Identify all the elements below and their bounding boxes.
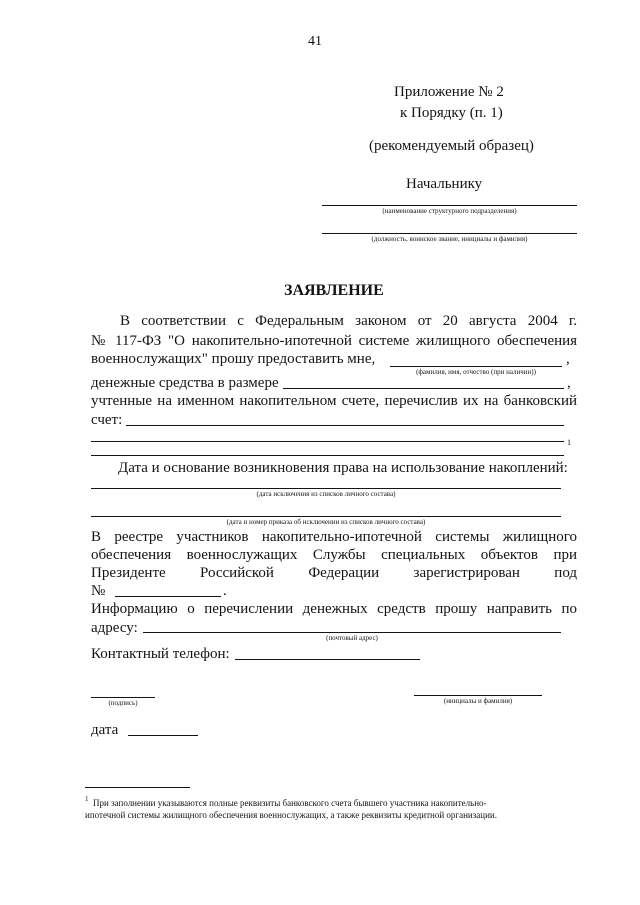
registry-number-label: № [91,583,106,599]
word: Российской [200,565,274,581]
word: при [553,547,578,563]
para1-line1 [120,312,577,330]
word: системе [358,333,410,349]
account-footnote-mark: 1 [567,438,571,447]
word: В [91,529,102,545]
position-caption: (должность, воинское звание, инициалы и фамилия) [371,235,528,243]
unit-name-line[interactable] [322,205,577,206]
page-number: 41 [308,34,322,49]
word: зарегистрирован [413,565,520,581]
word: по [561,601,578,617]
word: № [91,333,109,349]
address-label: адресу: [91,620,138,636]
word: перечислении [204,601,294,617]
word: Президенте [91,565,166,581]
order-number-caption: (дата и номер приказа об исключении из списков личного состава) [226,518,426,526]
word: "О [168,333,185,349]
word: 20 [442,313,458,329]
registry-line1 [91,528,577,546]
date-basis-label: Дата и основание возникновения права на использование накоплений: [118,460,568,476]
footnote-text-1: При заполнении указываются полные реквизиты банковского счета бывшего участника накопительно- [93,798,487,808]
word: обеспечения [496,333,578,349]
word: 2004 [527,313,558,329]
word: законом [355,313,407,329]
word: участников [176,529,249,545]
signature-line[interactable] [91,697,155,698]
word: на [157,393,172,409]
position-line[interactable] [322,233,577,234]
word: накопительно-ипотечной [261,529,422,545]
para1-line2 [91,332,577,350]
date-line[interactable] [128,735,198,736]
full-name-comma: , [566,351,570,367]
word: жилищного [416,333,491,349]
word: В [120,313,131,329]
appendix-label: Приложение № 2 [394,84,504,100]
word: прошу [435,601,478,617]
full-name-line[interactable] [390,366,562,367]
word: обеспечения [91,547,172,563]
word: учтенные [91,393,153,409]
word: августа [469,313,517,329]
registry-number-period: . [223,583,227,599]
funds-amount-line[interactable] [283,388,564,389]
order-number-line[interactable] [91,516,561,517]
word: денежных [302,601,368,617]
document-title: ЗАЯВЛЕНИЕ [284,282,384,299]
info-line [91,600,577,618]
account-line-b[interactable] [91,441,564,442]
word: средств [377,601,426,617]
phone-line[interactable] [235,659,420,660]
word: специальных [381,547,466,563]
word: системы [435,529,490,545]
word: на [483,393,499,409]
registry-number-line[interactable] [115,596,221,597]
word: счете, [341,393,380,409]
word: Информацию [91,601,178,617]
word: именном [177,393,235,409]
registry-line2 [91,546,577,564]
exclusion-date-caption: (дата исключения из списков личного состава) [256,490,396,498]
word: военнослужащих [186,547,298,563]
sample-note: (рекомендуемый образец) [369,138,534,154]
word: с [237,313,244,329]
registry-line3 [91,564,577,582]
signature-caption: (подпись) [108,699,138,707]
exclusion-date-line[interactable] [91,488,561,489]
word: реестре [114,529,164,545]
date-label: дата [91,722,119,738]
word: от [417,313,432,329]
word: о [187,601,195,617]
word: перечислив [384,393,458,409]
word: жилищного [502,529,578,545]
footnote-mark: 1 [85,795,89,803]
word: их [462,393,479,409]
account-line1 [91,392,577,410]
initials-line[interactable] [414,695,542,696]
word: направить [486,601,552,617]
para1-line3: военнослужащих" прошу предоставить мне, [91,351,376,367]
address-caption: (почтовый адрес) [326,634,378,642]
order-reference: к Порядку (п. 1) [400,105,503,121]
account-label: счет: [91,412,123,428]
word: Федерации [308,565,380,581]
word: 117-ФЗ [115,333,162,349]
funds-comma: , [567,375,571,391]
account-line-a[interactable] [126,425,564,426]
footnote-separator [85,787,190,788]
full-name-caption: (фамилия, имя, отчество (при наличии)) [416,368,536,376]
word: под [554,565,578,581]
word: Службы [312,547,366,563]
addressee-label: Начальнику [406,176,483,192]
initials-caption: (инициалы и фамилия) [443,697,513,705]
word: соответствии [141,313,226,329]
account-line-c[interactable] [91,455,564,456]
phone-label: Контактный телефон: [91,646,230,662]
word: накопительно-ипотечной [191,333,352,349]
word: накопительном [239,393,337,409]
unit-name-caption: (наименование структурного подразделения) [382,207,517,215]
funds-label: денежные средства в размере [91,375,279,391]
footnote-text-2: ипотечной системы жилищного обеспечения военнослужащих, а также реквизиты кредитной организации. [85,810,498,820]
word: банковский [503,393,578,409]
word: объектов [480,547,538,563]
word: г. [568,313,578,329]
word: Федеральным [255,313,344,329]
address-line[interactable] [143,632,561,633]
